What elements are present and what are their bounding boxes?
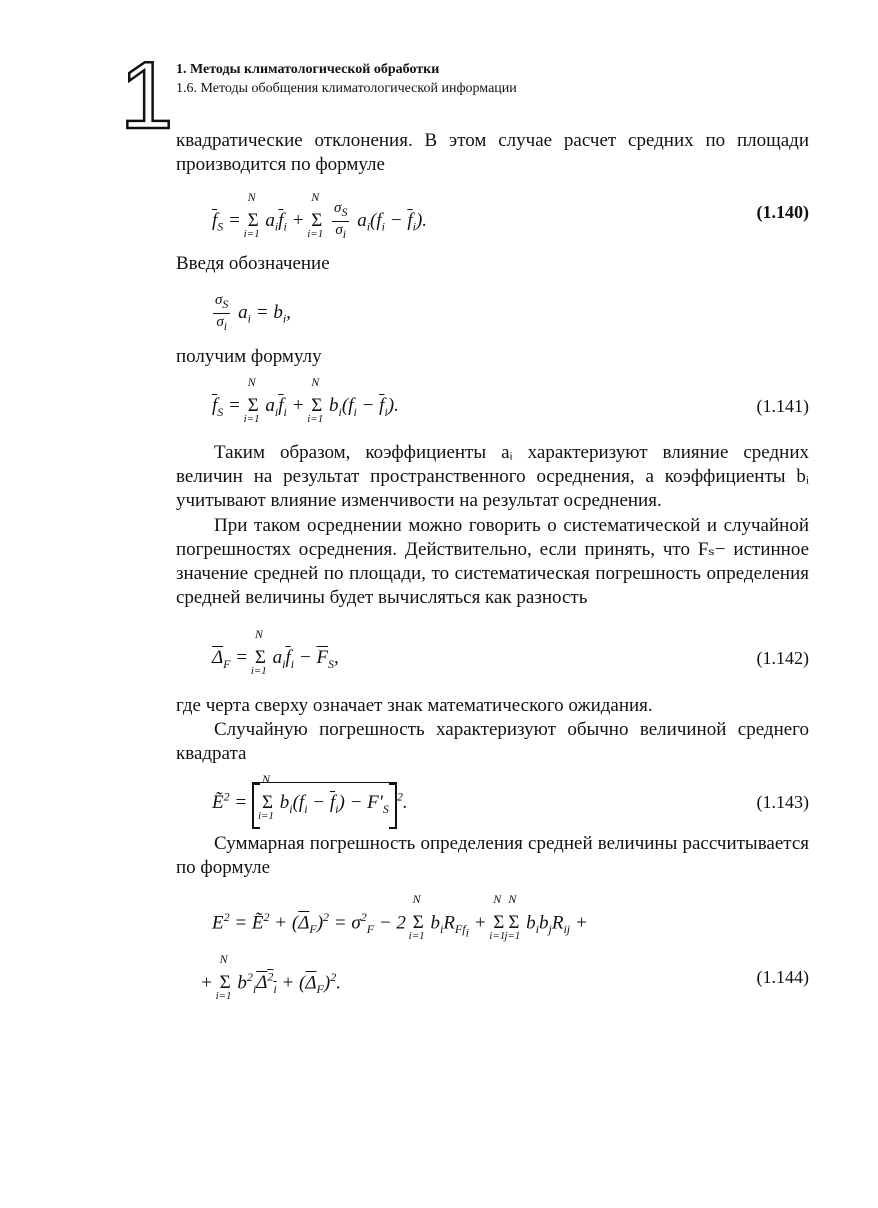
equation-1-142: $\overline{\Delta}_F = \Sigma$ N i=1 $a_i\overline{f}_i - \overline{F}_S$, xyxy=(212,627,339,677)
equation-number-1-141: (1.141) xyxy=(756,396,809,416)
paragraph-errors: При таком осреднении можно говорить о систематической и случайной погрешностях осреднения. Действительно, если принять, что Fₛ− истинное значение средней по площади, то систематическая погрешность определения средней величины будет вычисляться как разность xyxy=(176,515,809,608)
paragraph-overline-note: где черта сверху означает знак математического ожидания. xyxy=(176,695,653,716)
equation-1-143: Ẽ$^2$ = Σ N i=1 $b_i(f_i - \overline{f}_i) - F'_S^2$. xyxy=(212,782,408,829)
paragraph-notation: Введя обозначение xyxy=(176,253,330,274)
paragraph-total-error: Суммарная погрешность определения средней величины рассчитывается по формуле xyxy=(176,833,809,878)
paragraph-intro: квадратические отклонения. В этом случае расчет средних по площади производится по формуле xyxy=(176,130,809,175)
equation-number-1-140: (1.140) xyxy=(756,202,809,222)
paragraph-random-error: Случайную погрешность характеризуют обычно величиной среднего квадрата xyxy=(176,719,809,764)
running-header-section: 1.6. Методы обобщения климатологической информации xyxy=(176,81,517,96)
equation-1-144-line2: + Σ N i=1 $b^2_i\Delta^2_i + (\overline{\Delta}_F)^2$. xyxy=(200,952,341,1003)
equation-1-140: $\overline{f}_S = \Sigma$ N i=1 $a_i\overline{f}_i + \Sigma$ N i=1 $\frac{\sigma_S}{\sigma_i}$ $a_i(f_i - \overline{f}_i)$. xyxy=(212,189,428,241)
equation-1-141: $\overline{f}_S = \Sigma$ N i=1 $a_i\overline{f}_i + \Sigma$ N i=1 $b_i(f_i - \overline{f}_i)$. xyxy=(212,375,399,425)
equation-number-1-144: (1.144) xyxy=(756,967,809,987)
equation-notation: $\frac{\sigma_S}{\sigma_i}$ $a_i = b_i$, xyxy=(215,292,291,333)
paragraph-coefficients: Таким образом, коэффициенты aᵢ характеризуют влияние средних величин на результат пространственного осреднения, а коэффициенты bᵢ учитывают влияние изменчивости на результат осреднения. xyxy=(176,442,809,511)
running-header-chapter: 1. Методы климатологической обработки xyxy=(176,62,440,77)
equation-1-144-line1: $E^2$ = Ẽ$^2$ + $(\overline{\Delta}_F)^2 = \sigma^2_F - 2$ Σ N i=1 $b_iR_{Ff_i} + \Sigma$ N i=1 Σ N j=1 $b_ib_jR_{ij}$ + xyxy=(212,892,588,943)
equation-number-1-143: (1.143) xyxy=(756,792,809,812)
chapter-number: 1 xyxy=(120,42,174,149)
paragraph-formula-lead: получим формулу xyxy=(176,346,322,367)
equation-number-1-142: (1.142) xyxy=(756,648,809,668)
